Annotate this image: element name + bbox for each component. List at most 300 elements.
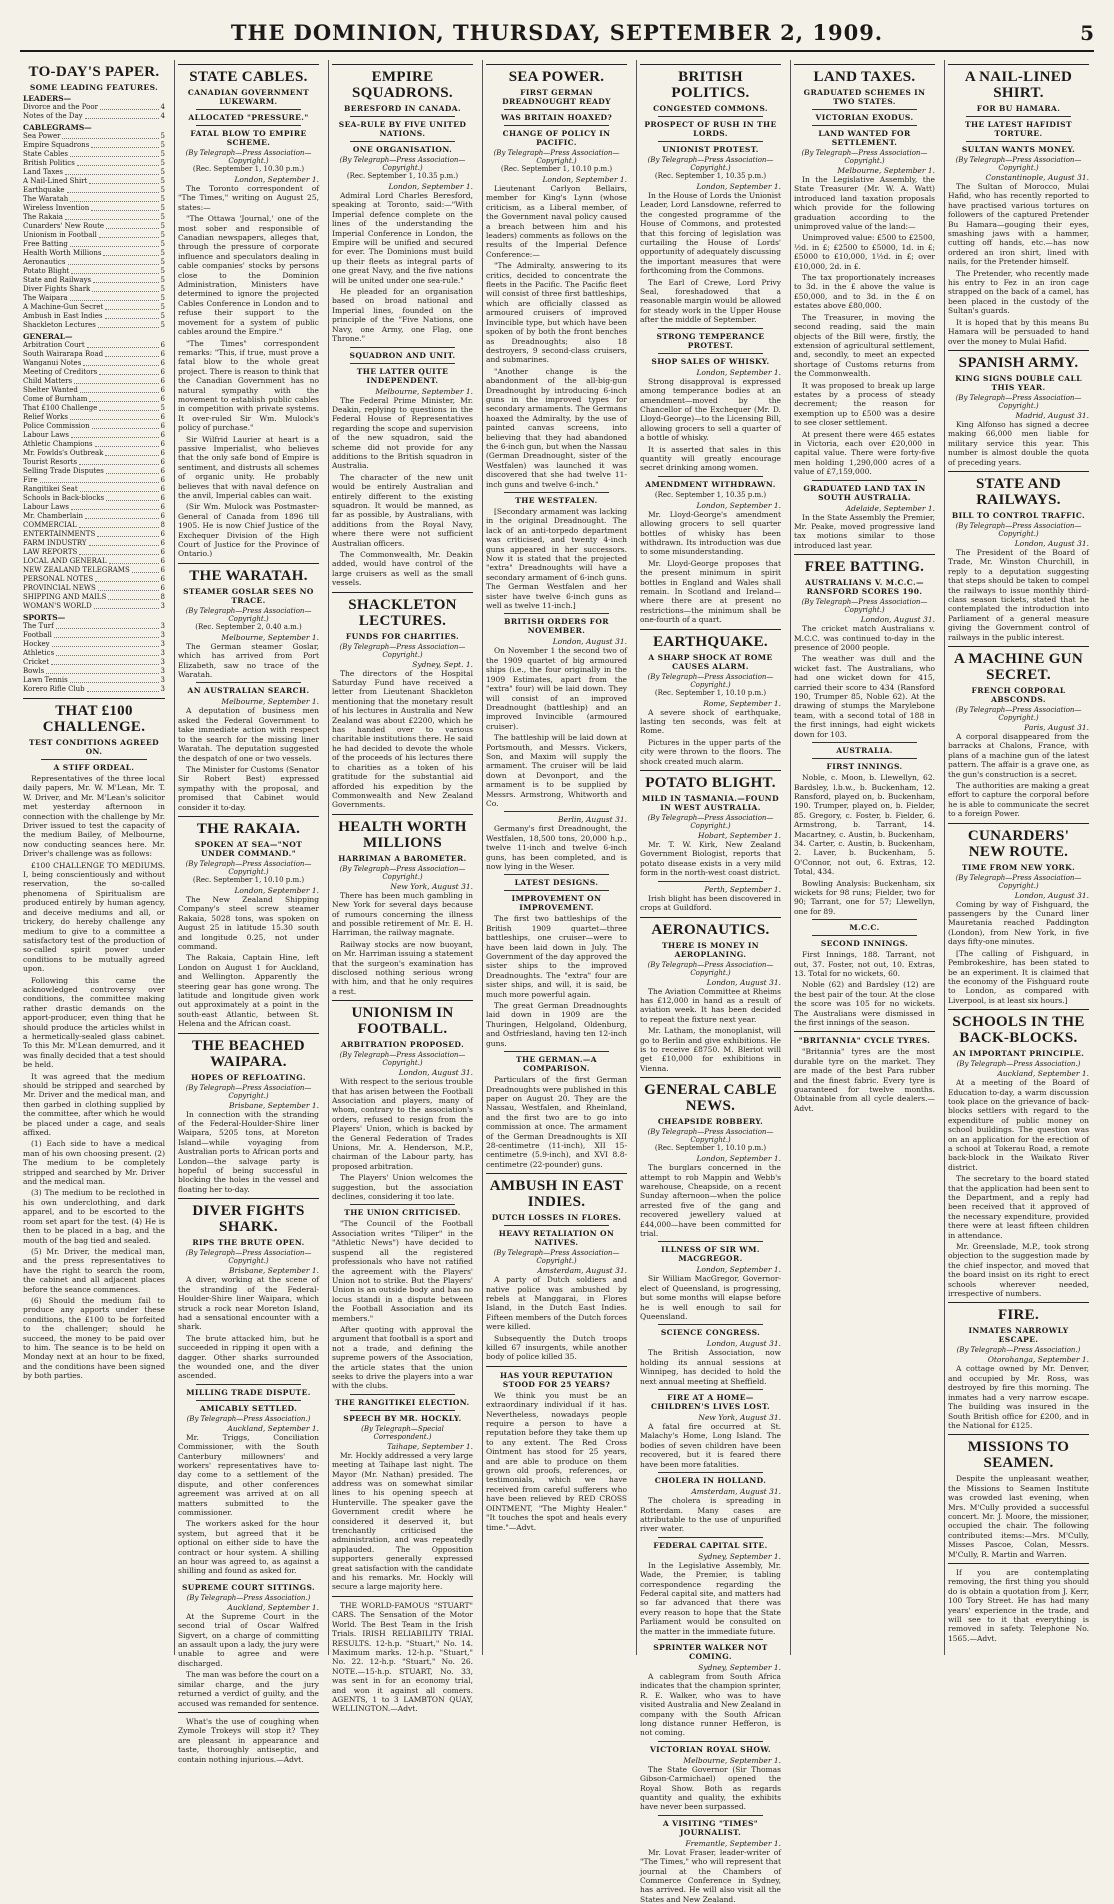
story-dateline: (By Telegraph—Press Association.) [956, 1346, 1081, 1355]
leader-dots [54, 631, 159, 638]
story-subheading: SQUADRON AND UNIT. [349, 350, 456, 360]
article-paragraph: First Innings, 188. Tarrant, not out, 37. Foster, not out, 10. Extras, 13. Total for no wickets, 60. [794, 950, 935, 978]
article-paragraph: (1) Each side to have a medical man of his own choosing present. (2) The medium to be completely stripped and searched by Mr. Driver and the medical man. [23, 1139, 165, 1187]
story-subheading: FIRST INNINGS. [826, 762, 903, 772]
contents-item-page: 6 [160, 386, 165, 394]
contents-item [23, 521, 165, 530]
column-3 [328, 60, 476, 1714]
story-subheading: HEAVY RETALIATION ON NATIVES. [498, 1229, 615, 1248]
story-heading: AERONAUTICS. [651, 921, 770, 938]
contents-item-page: 6 [160, 431, 165, 439]
column-6 [790, 60, 938, 1655]
contents-item-name: The Waipara [23, 294, 68, 302]
story-subheading: CONGESTED COMMONS. [653, 104, 768, 113]
story-place-date: Amsterdam, August 31. [691, 1487, 781, 1497]
article-paragraph: With respect to the serious trouble that has arisen between the Football Association and players, many of whom, contrary to the association's orders, refused to resign from the Players' Union, which is backed by the General Federation of Trades Unions, Mr. A. Henderson, M.P., chairman of the Labour party, has proposed arbitration. [332, 1077, 473, 1171]
contents-item [23, 267, 165, 276]
article-paragraph: (6) Should the medium fail to produce any apports under these conditions, the £100 to be forfeited to the challenger; should he succeed, the money to be paid over to him. The seance is to be held on Monday next at an hour to be fixed, and the conditions have been signed by both parties. [23, 1295, 165, 1381]
divider [794, 1031, 935, 1032]
story-place-date: Melbourne, September 1. [221, 632, 319, 642]
story-subheading: KING SIGNS DOUBLE CALL THIS YEAR. [955, 373, 1082, 392]
story-place-date: Auckland, September 1. [997, 1069, 1089, 1079]
divider [794, 64, 935, 65]
divider [504, 125, 609, 126]
article-paragraph: The Aviation Committee at Rheims has £12,000 in hand as a result of aviation week. It has been decided to repeat the fixture next year. [640, 986, 781, 1024]
contents-item-page: 5 [160, 168, 165, 176]
contents-item-name: Mr. Chamberlain [23, 512, 83, 520]
story-dateline: (By Telegraph—Press Association.) [186, 1414, 311, 1423]
contents-item [23, 177, 165, 186]
contents-item [23, 312, 165, 321]
contents-item-page: 6 [160, 359, 165, 367]
contents-item-name: ENTERTAINMENTS [23, 530, 96, 538]
contents-item-name: A Machine-Gun Secret [23, 303, 104, 311]
contents-item-page: 5 [160, 204, 165, 212]
contents-item [23, 321, 165, 330]
contents-item [23, 350, 165, 359]
article-paragraph: The Players' Union welcomes the suggestion, but the association declines, considering it too late. [332, 1173, 473, 1202]
divider [658, 1472, 763, 1473]
story-place-date: Sydney, September 1. [698, 1551, 781, 1561]
story-heading: UNIONISM IN FOOTBALL. [351, 1005, 454, 1038]
advertisement: "Britannia" tyres are the most durable tyre on the market. They are made of the best Para rubber and the finest fabric. Every tyre is guaranteed for twelve months. Obtainable from all cycle dealers.—Advt. [794, 1047, 935, 1113]
contents-item-page: 3 [160, 622, 165, 630]
contents-item-name: Land Taxes [23, 168, 64, 176]
story-place-date: Melbourne, September 1. [375, 386, 473, 396]
contents-item-page: 5 [160, 312, 165, 320]
story-subheading: SEA-RULE BY FIVE UNITED NATIONS. [338, 120, 467, 138]
story-dateline: (By Telegraph—Press Association—Copyright.) [185, 606, 312, 623]
contents-item [23, 213, 165, 222]
divider [196, 1400, 301, 1401]
leader-dots [91, 204, 158, 211]
story-subheading: M.C.C. [849, 923, 880, 933]
story-heading: LAND TAXES. [813, 69, 916, 85]
leader-dots [103, 249, 158, 256]
story-place-date: Amsterdam, August 31. [537, 1266, 627, 1276]
article-paragraph: Representatives of the three local daily papers, Mr. W. M'Lean, Mr. T. W. Driver, and Mr. M'Lean's solicitor met yesterday afternoon in connection with the challenge by Mr. Driver issued to test the capacity of the medium Bailey, of Melbourne, now conducting seances here. Mr. Driver's challenge was as follows: [23, 774, 165, 859]
leader-dots [52, 640, 159, 647]
contents-item-page: 6 [160, 368, 165, 376]
story-subheading: SPEECH BY MR. HOCKLY. [343, 1413, 462, 1423]
leader-dots [87, 341, 159, 348]
story-place-date: New York, August 31. [390, 881, 473, 891]
divider [640, 1077, 781, 1078]
article-paragraph: (Sir Wm. Mulock was Postmaster-General of Canada from 1896 till 1905. He is now Chief Justice of the Exchequer Division of the High Court of Justice for the Province of Ontario.) [178, 502, 319, 559]
story-subheading: CANADIAN GOVERNMENT LUKEWARM. [187, 88, 310, 106]
leader-dots [85, 512, 159, 519]
story-place-date: Auckland, September 1. [227, 1423, 319, 1433]
contents-item-page: 6 [160, 557, 165, 565]
contents-item [23, 359, 165, 368]
leader-dots [70, 150, 159, 157]
contents-item-name: Schools in Back-blocks [23, 494, 105, 502]
contents-item-name: Diver Fights Shark [23, 285, 91, 293]
story-heading: STATE CABLES. [189, 69, 308, 85]
story-place-date: Berlin, August 31. [558, 815, 627, 825]
leader-dots [65, 168, 159, 175]
divider [658, 1537, 763, 1538]
leader-dots [99, 368, 158, 375]
contents-item-name: Empire Squadrons [23, 141, 90, 149]
article-paragraph: It was proposed to break up large estates by a process of steady decrement; the reason for exemption up to £500 was a desire to see closer settlement. [794, 380, 935, 428]
contents-item-name: Athletics [23, 649, 55, 657]
leader-dots [56, 622, 159, 629]
contents-item-page: 6 [160, 575, 165, 583]
story-subheading: DUTCH LOSSES IN FLORES. [491, 1213, 622, 1223]
divider [196, 125, 301, 126]
contents-item [23, 512, 165, 521]
article-paragraph: It was agreed that the medium should be stripped and searched by Mr. Driver and the medical man, and then garbed in clothing supplied by the committee, after which he would be placed under a cage, and seals affixed. [23, 1071, 165, 1138]
contents-group-label: SPORTS— [23, 613, 66, 622]
contents-item [23, 303, 165, 312]
contents-item-page: 6 [160, 413, 165, 421]
leader-dots [106, 222, 158, 229]
story-heading: GENERAL CABLE NEWS. [644, 1082, 777, 1115]
story-heading: A NAIL-LINED SHIRT. [964, 69, 1073, 101]
divider [658, 328, 763, 329]
divider [486, 1366, 627, 1367]
divider [196, 109, 301, 110]
article-paragraph: Strong disapproval is expressed among temperance bodies at an amendment—moved by the Chancellor of the Exchequer (Mr. D. Lloyd-George)—to the Licensing Bill, allowing grocers to sell a quarter of a bottle of whisky. [640, 376, 781, 443]
divider [948, 646, 1089, 647]
leader-dots [40, 476, 159, 483]
story-place-date: London, August 31. [1014, 538, 1089, 548]
contents-item-page: 5 [160, 159, 165, 167]
leader-dots [105, 303, 158, 310]
contents-item-name: FARM INDUSTRY [23, 539, 87, 547]
story-subheading: IMPROVEMENT ON IMPROVEMENT. [511, 894, 602, 913]
story-dateline: (By Telegraph—Press Association—Copyright.) [339, 864, 466, 881]
story-subheading: LATEST DESIGNS. [514, 878, 599, 888]
contents-item [23, 413, 165, 422]
story-dateline: (By Telegraph—Press Association—Copyright.) [185, 1249, 312, 1266]
divider [504, 890, 609, 891]
story-received: (Rec. September 2, 0.40 a.m.) [195, 622, 302, 631]
leader-dots [70, 294, 159, 301]
page-number: 5 [1080, 21, 1094, 45]
contents-item-page: 6 [160, 503, 165, 511]
leader-dots [91, 141, 158, 148]
contents-item-name: Lawn Tennis [23, 676, 68, 684]
article-paragraph: A severe shock of earthquake, lasting ten seconds, was felt at Rome. [640, 707, 781, 736]
article-paragraph: The Rakaia, Captain Hine, left London on August 1 for Auckland, and Wellington. Apparently the steering gear has gone wrong. The latitude and longitude given work out approximately at a point in the south-east Atlantic, between St. Helena and the African coast. [178, 953, 319, 1029]
contents-item-name: Potato Blight [23, 267, 70, 275]
contents-item-name: PERSONAL NOTES [23, 575, 94, 583]
story-subheading: AUSTRALIA. [836, 746, 893, 756]
contents-item-name: That £100 Challenge [23, 404, 98, 412]
contents-item-page: 4 [160, 103, 165, 111]
article-paragraph: The State Governor (Sir Thomas Gibson-Carmichael) opened the Royal Show. Both as regards quantity and quality, the exhibits have never been surpassed. [640, 1764, 781, 1812]
divider [504, 1225, 609, 1226]
contents-item-page: 8 [160, 593, 165, 601]
contents-heading: TO-DAY'S PAPER. [28, 64, 160, 80]
article-paragraph: The weather was dull and the wicket fast. The Australians, who had one wicket down for 415, carried their score to 434 (Ransford 190, Trumper 85, Noble 62). At the drawing of stumps the Marylebone team, with a second total of 188 in the first innings, had eight wickets down for 103. [794, 654, 935, 739]
story-place-date: Sydney, September 1. [698, 1662, 781, 1672]
divider [658, 1741, 763, 1742]
story-subheading: THE LATEST HAFIDIST TORTURE. [965, 120, 1072, 138]
contents-item-name: Wireless Invention [23, 204, 90, 212]
divider [23, 698, 165, 699]
challenge-heading: THAT £100 CHALLENGE. [42, 703, 146, 735]
story-received: (Rec. September 1, 10.35 p.m.) [654, 490, 767, 499]
contents-item [23, 103, 165, 112]
article-paragraph: The great German Dreadnoughts laid down in 1909 are the Thuringen, Helgoland, Oldenburg, and Ostfriesland, having ten 12-inch guns. [486, 1001, 627, 1048]
article-paragraph: Irish blight has been discovered in crops at Guildford. [640, 893, 781, 913]
story-subheading: THE WESTFALEN. [515, 496, 598, 505]
story-subheading: MILD IN TASMANIA.—FOUND IN WEST AUSTRALIA. [642, 794, 779, 813]
story-place-date: Adelaide, September 1. [845, 503, 935, 513]
leader-dots [94, 602, 159, 609]
contents-item-page: 5 [160, 285, 165, 293]
contents-item-page: 5 [160, 222, 165, 230]
leader-dots [93, 276, 158, 283]
contents-item-page: 6 [160, 377, 165, 385]
divider [658, 1639, 763, 1640]
article-paragraph: The brute attacked him, but he succeeded in ripping it open with a dagger. Other sharks surrounded the wounded one, and the diver ascended. [178, 1333, 319, 1381]
article-paragraph: King Alfonso has signed a decree making 66,000 men liable for military service this year. This number is almost double the quota of preceding years. [948, 419, 1089, 467]
column-1 [20, 60, 168, 1655]
story-heading: EMPIRE SQUADRONS. [352, 69, 453, 101]
story-dateline: (By Telegraph—Press Association—Copyright.) [955, 706, 1082, 722]
story-heading: THE BEACHED WAIPARA. [192, 1037, 305, 1070]
contents-item-page: 3 [160, 676, 165, 684]
article-paragraph: "The Council of the Football Association writes "Tiliper" in the "Athletic News") have decided to suspend all the registered professionals who have not ratified the agreement with the Players' Union not to strike. But the Players' Union is an outside body and has no locus standi in a dispute between the Football Association and its members." [332, 1219, 473, 1323]
leader-dots [85, 112, 159, 119]
story-subheading: INMATES NARROWLY ESCAPE. [968, 1326, 1069, 1345]
contents-item [23, 204, 165, 213]
newspaper-title: THE DOMINION, THURSDAY, SEPTEMBER 2, 1909. [230, 20, 884, 45]
contents-item-page: 6 [160, 530, 165, 538]
challenge-subheading: TEST CONDITIONS AGREED ON. [29, 738, 159, 756]
article-paragraph: Sir Wilfrid Laurier at heart is a passive Imperialist, who believes that the only safe bond of Empire is sentiment, and distrusts all schemes of organic unity. He probably believes that with naval defence on the anvil, Imperial cables can wait. [178, 434, 319, 500]
contents-item [23, 222, 165, 231]
leader-dots [71, 431, 159, 438]
leader-dots [106, 494, 158, 501]
contents-item [23, 503, 165, 512]
divider [794, 554, 935, 555]
divider [178, 1033, 319, 1034]
article-paragraph: Sir William MacGregor, Governor-elect of Queensland, is progressing, but some months will elapse before he is well enough to sail for Queensland. [640, 1274, 781, 1322]
divider [41, 759, 147, 760]
article-paragraph: A fatal fire occurred at St. Malachy's Home, Long Island. The bodies of seven children have been recovered, but it is feared there have been more fatalities. [640, 1422, 781, 1469]
contents-item-name: Tourist Resorts [23, 458, 78, 466]
divider [812, 480, 917, 481]
contents-item [23, 649, 165, 658]
article-paragraph: The British Association, now holding its annual sessions at Winnipeg, has decided to hold the next annual meeting at Sheffield. [640, 1348, 781, 1386]
contents-item-name: Police Commission [23, 422, 90, 430]
contents-item-page: 5 [160, 249, 165, 257]
divider [332, 814, 473, 815]
contents-item-name: Hockey [23, 640, 50, 648]
leader-dots [105, 350, 158, 357]
story-dateline: (By Telegraph—Press Association—Copyright.) [801, 598, 928, 615]
article-paragraph: Bowling Analysis: Buckenham, six wickets for 98 runs; Fielder, two for 90; Tarrant, one for 57; Llewellyn, one for 89. [794, 878, 935, 916]
story-received: (Rec. September 1, 10.30 p.m.) [192, 165, 305, 173]
story-subheading: SPOKEN AT SEA—"NOT UNDER COMMAND." [194, 839, 303, 858]
contents-item-name: LOCAL AND GENERAL [23, 557, 107, 565]
story-subheading: AN AUSTRALIAN SEARCH. [187, 686, 310, 696]
story-subheading: THE RANGITIKEI ELECTION. [335, 1397, 470, 1407]
story-dateline: (By Telegraph—Press Association—Copyright.) [339, 642, 466, 659]
article-paragraph: The man was before the court on a similar charge, and the jury returned a verdict of guilty, and the accused was remanded for sentence. [178, 1670, 319, 1708]
leader-dots [46, 667, 158, 674]
contents-item [23, 386, 165, 395]
story-received: (Rec. September 1, 10.10 p.m.) [654, 688, 767, 697]
divider [504, 874, 609, 875]
divider [504, 811, 609, 812]
story-place-date: New York, August 31. [698, 1413, 781, 1423]
story-heading: POTATO BLIGHT. [645, 775, 776, 792]
article-paragraph: Following this came the acknowledged controversy over conditions, the committee making rather drastic demands on the apport-producer, even thing that he should produce the articles whilst in a hermetically-sealed glass cabinet. To this Mr. M'Lean demurred, and it was finally decided that a test should be held. [23, 975, 165, 1070]
story-place-date: Melbourne, September 1. [221, 697, 319, 707]
contents-item [23, 584, 165, 593]
divider [350, 1204, 455, 1205]
article-paragraph: In the Legislative Assembly, Mr. Wade, the Premier, is tabling correspondence regarding the Federal capital site, and matters had so far advanced that there was every reason to hope that the State Parliament would be consulted on the matter in the immediate future. [640, 1560, 781, 1636]
leader-dots [89, 539, 159, 546]
leader-dots [99, 404, 158, 411]
article-paragraph: Subsequently the Dutch troops killed 67 insurgents, while another body of police killed 35. [486, 1333, 627, 1362]
contents-item-name: The Rakaia [23, 213, 63, 221]
contents-item [23, 602, 165, 611]
column-7 [944, 60, 1092, 1655]
story-heading: AMBUSH IN EAST INDIES. [489, 1178, 624, 1211]
story-subheading: GRADUATED LAND TAX IN SOUTH AUSTRALIA. [803, 483, 926, 502]
story-heading: SPANISH ARMY. [958, 354, 1079, 371]
contents-item-name: Come of Burnham [23, 395, 88, 403]
divider [178, 563, 319, 564]
leader-dots [100, 103, 159, 110]
contents-item [23, 186, 165, 195]
leader-dots [70, 676, 159, 683]
contents-item [23, 539, 165, 548]
article-paragraph: Lieutenant Carlyon Bellairs, member for King's Lynn (whose criticism, as a Liberal member, of the Government naval policy caused a breach between him and his leaders) comments as follows on the results of the Imperial Defence Conference:— [486, 184, 627, 259]
story-place-date: London, September 1. [542, 175, 627, 184]
contents-item-name: Fire [23, 476, 38, 484]
story-dateline: (By Telegraph—Press Association—Copyright.) [493, 149, 620, 165]
story-place-date: Taihape, September 1. [387, 1441, 473, 1451]
leader-dots [92, 285, 158, 292]
story-dateline: (By Telegraph—Press Association—Copyright.) [493, 1249, 620, 1266]
contents-item-page: 5 [160, 321, 165, 329]
story-place-date: Hobart, September 1. [697, 831, 781, 841]
leader-dots [56, 649, 158, 656]
story-subheading: BRITISH ORDERS FOR NOVEMBER. [504, 617, 609, 636]
leader-dots [74, 377, 158, 384]
challenge-body [23, 774, 165, 1381]
divider [640, 629, 781, 630]
contents-item-page: 5 [160, 177, 165, 185]
story-subheading: STRONG TEMPERANCE PROTEST. [656, 331, 765, 350]
divider [640, 64, 781, 65]
leader-dots [79, 458, 158, 465]
leader-dots [105, 449, 158, 456]
contents-item [23, 404, 165, 413]
story-subheading: HARRIMAN A BAROMETER. [338, 853, 467, 863]
contents-item-page: 6 [160, 458, 165, 466]
leader-dots [97, 530, 158, 537]
contents-item-page: 3 [160, 685, 165, 693]
story-subheading: ALLOCATED "PRESSURE." [188, 113, 309, 122]
divider [504, 1051, 609, 1052]
story-subheading: AN IMPORTANT PRINCIPLE. [952, 1049, 1085, 1059]
story-subheading: PROSPECT OF RUSH IN THE LORDS. [644, 120, 777, 138]
story-dateline: (By Telegraph—Press Association—Copyright.) [955, 873, 1082, 890]
article-paragraph: A cablegram from South Africa indicates that the champion sprinter, R. E. Walker, who was to have visited Australia and New Zealand in company with the South African long distance runner Hefferon, is not coming. [640, 1671, 781, 1738]
story-subheading: CHANGE OF POLICY IN PACIFIC. [502, 129, 611, 147]
divider [350, 363, 455, 364]
leader-dots [51, 658, 158, 665]
divider [966, 116, 1071, 117]
article-paragraph: [Secondary armament was lacking in the original Dreadnought. The lack of an anti-torpedo department was criticised, and twenty 4-inch guns appeared in her successors. Now it is stated that the projected "extra" Dreadnoughts will have a secondary armament of 6-inch guns. The German Westfalen and her sister have twelve 6-inch guns as well as twelve 11-inch.] [486, 507, 627, 611]
divider [350, 1394, 455, 1395]
contents-item-page: 5 [160, 132, 165, 140]
challenge-subheading: A STIFF ORDEAL. [53, 763, 135, 772]
article-paragraph: Particulars of the first German Dreadnoughts were published in this paper on August 20. They are the Nassau, Westfalen, and Rheinland, and the first two are to go into commission at once. The armament of the German Dreadnoughts is XII 28-centimetre (11-inch), XII 15-centimetre (5.9-inch), and XVI 8.8-centimetre (22-pounder) guns. [486, 1075, 627, 1169]
contents-item [23, 557, 165, 566]
contents-item-page: 5 [160, 150, 165, 158]
leader-dots [105, 312, 159, 319]
story-subheading: STEAMER GOSLAR SEES NO TRACE. [183, 586, 314, 605]
contents-item-name: Health Worth Millions [23, 249, 102, 257]
contents-item [23, 440, 165, 449]
contents-item-page: 6 [160, 449, 165, 457]
story-subheading: SULTAN WANTS MONEY. [961, 145, 1076, 154]
contents-item [23, 631, 165, 640]
contents-item [23, 249, 165, 258]
divider [504, 492, 609, 493]
contents-item [23, 449, 165, 458]
story-received: (Rec. September 1, 10.10 p.m.) [500, 165, 613, 173]
contents-item-name: Sea Power [23, 132, 61, 140]
divider [178, 816, 319, 817]
story-heading: SCHOOLS IN THE BACK-BLOCKS. [952, 1014, 1085, 1047]
contents-item [23, 431, 165, 440]
contents-item [23, 112, 165, 121]
article-paragraph: There has been much gambling in New York for several days because of rumours concerning the illness and possible retirement of Mr. E. H. Harriman, the railway magnate. [332, 890, 473, 938]
story-place-date: London, August 31. [860, 615, 935, 625]
story-received: (Rec. September 1, 10.35 p.m.) [654, 172, 767, 180]
leader-dots [71, 267, 158, 274]
contents-item-name: Meeting of Creditors [23, 368, 98, 376]
story-place-date: London, August 31. [706, 1339, 781, 1349]
story-place-date: Brisbane, September 1. [229, 1266, 319, 1276]
article-paragraph: A diver, working at the scene of the stranding of the Federal-Houlder-Shire liner Waipara, which struck a rock near Moreton Island, had a sensational encounter with a shark. [178, 1275, 319, 1332]
contents-item-name: State Cables [23, 150, 68, 158]
story-heading: HEALTH WORTH MILLIONS [338, 818, 467, 851]
article-paragraph: Unimproved value: £500 to £2500, ½d. in £; £2500 to £5000, 1d. in £; £5000 to £10,000, 1½d. in £; over £10,000, 2d. in £. [794, 233, 935, 271]
story-heading: FREE BATTING. [804, 559, 925, 576]
story-place-date: London, August 31. [398, 1068, 473, 1078]
contents-item [23, 622, 165, 631]
story-subheading: THERE IS MONEY IN AEROPLANING. [661, 940, 760, 959]
divider [812, 935, 917, 936]
contents-item [23, 467, 165, 476]
story-subheading: THE GERMAN.—A COMPARISON. [516, 1055, 597, 1074]
contents-item-name: Bowls [23, 667, 45, 675]
contents-item-page: 6 [160, 584, 165, 592]
contents-item [23, 685, 165, 694]
contents-item-name: Earthquake [23, 186, 65, 194]
article-paragraph: Mr. Hockly addressed a very large meeting at Taihape last night. The Mayor (Mr. Nathan) presided. The address was on somewhat similar lines to his opening speech at Hunterville. The speaker gave the Government credit where he considered it deserved it, but trenchantly criticised the administration, and was repeatedly applauded. The Opposition supporters generally expressed great satisfaction with the candidate and his remarks. Mr. Hockly will secure a large majority here. [332, 1450, 473, 1592]
article-paragraph: Noble (62) and Bardsley (12) are the best pair of the tour. At the close the score was 105 for no wickets. The Australians were dismissed in the first innings of the season. [794, 980, 935, 1028]
divider [350, 116, 455, 117]
contents-group-label: LEADERS— [23, 94, 72, 103]
leader-dots [77, 159, 159, 166]
contents-item [23, 141, 165, 150]
contents-item-page: 3 [160, 658, 165, 666]
divider [948, 823, 1089, 824]
